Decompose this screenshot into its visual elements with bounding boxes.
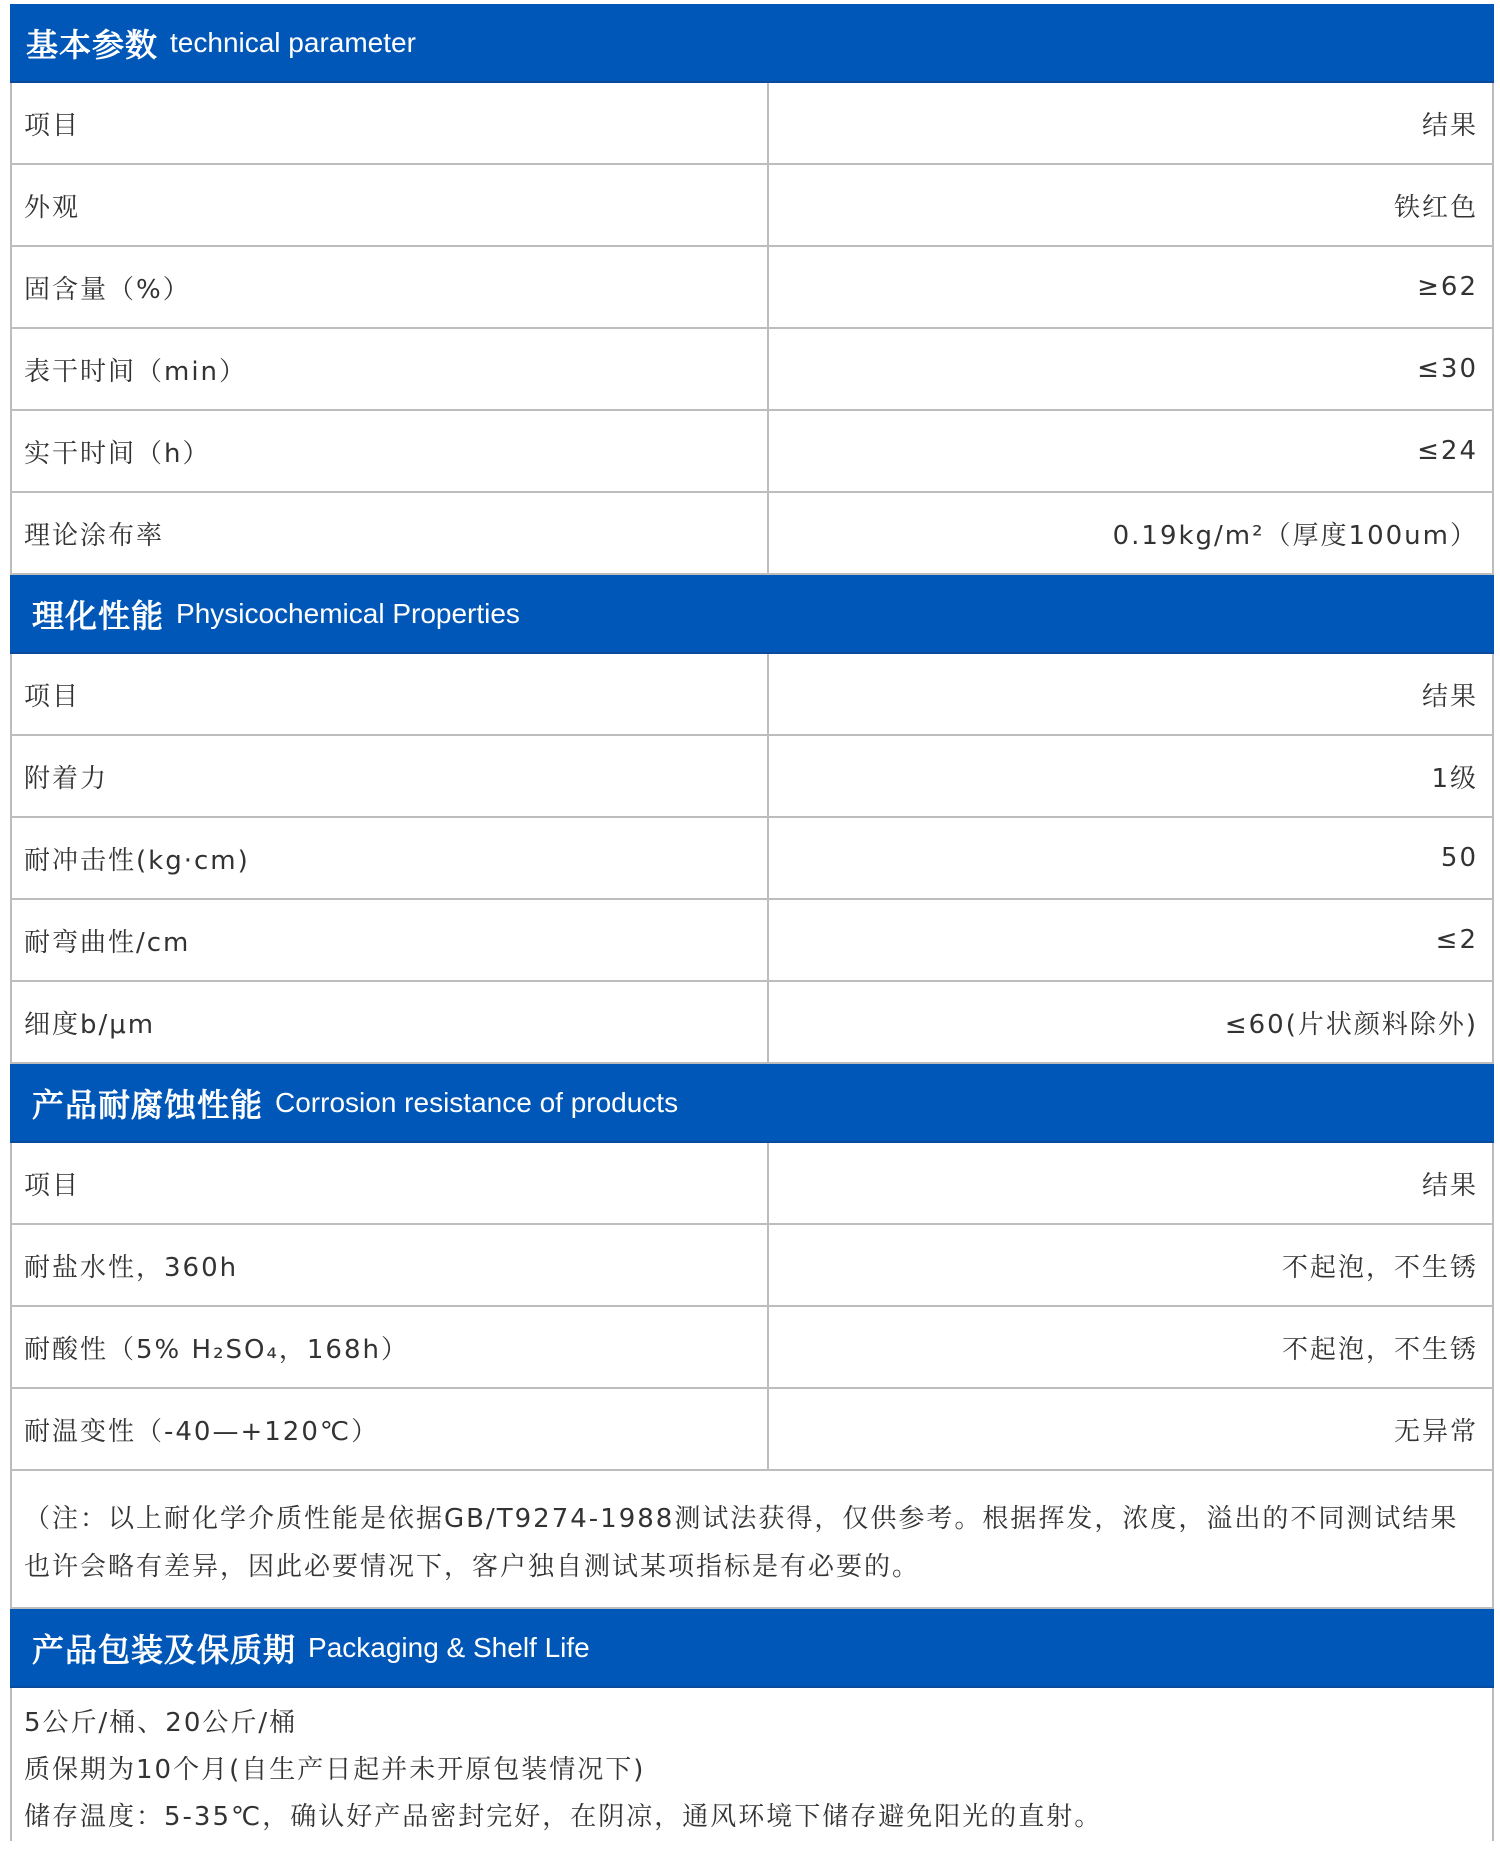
result-cell: 结果: [1421, 681, 1478, 712]
section-title-zh: 理化性能: [32, 596, 165, 635]
section-title-zh: 基本参数: [26, 25, 159, 64]
result-cell: ≤30: [1417, 354, 1478, 384]
result-cell: ≥62: [1417, 272, 1478, 302]
item-cell: 附着力: [12, 736, 769, 816]
section-title-en: Physicochemical Properties: [176, 597, 520, 629]
test-note: （注：以上耐化学介质性能是依据GB/T9274-1988测试法获得，仅供参考。根据挥发，浓度，溢出的不同测试结果也许会略有差异，因此必要情况下，客户独自测试某项指标是有必要的。: [10, 1471, 1494, 1609]
table-row: [10, 1389, 1494, 1471]
table-row: [10, 411, 1494, 493]
shelf-life-line: 质保期为10个月(自生产日起并未开原包装情况下): [24, 1755, 646, 1785]
table-row: [10, 247, 1494, 329]
packaging-line: 5公斤/桶、20公斤/桶: [24, 1708, 298, 1738]
item-cell: 耐盐水性，360h: [12, 1225, 769, 1305]
result-cell: ≤24: [1417, 436, 1478, 466]
item-cell: 理论涂布率: [12, 493, 769, 573]
table-row: [10, 329, 1494, 411]
item-cell: 外观: [12, 165, 769, 245]
table-corrosion-resistance: [10, 1143, 1494, 1471]
section-header-physicochemical: [10, 575, 1494, 654]
item-cell: 耐弯曲性/cm: [12, 900, 769, 980]
section-title-en: technical parameter: [170, 26, 416, 58]
item-cell: 耐温变性（-40—+120℃）: [12, 1389, 769, 1469]
section-title-zh: 产品耐腐蚀性能: [32, 1085, 264, 1124]
table-row: [10, 1143, 1494, 1225]
result-cell: 铁红色: [1393, 192, 1478, 223]
table-row: [10, 982, 1494, 1064]
spec-sheet: [10, 4, 1494, 1841]
item-cell: 实干时间（h）: [12, 411, 769, 491]
result-cell: 0.19kg/m²（厚度100um）: [1112, 520, 1478, 551]
table-row: [10, 736, 1494, 818]
table-row: [10, 493, 1494, 575]
table-row: [10, 654, 1494, 736]
result-cell: 结果: [1421, 110, 1478, 141]
result-cell: 不起泡，不生锈: [1281, 1334, 1478, 1365]
result-cell: ≤2: [1435, 925, 1478, 955]
item-cell: 耐酸性（5% H₂SO₄，168h）: [12, 1307, 769, 1387]
item-cell: 耐冲击性(kg·cm): [12, 818, 769, 898]
result-cell: 结果: [1421, 1170, 1478, 1201]
section-title-en: Packaging & Shelf Life: [308, 1631, 590, 1663]
item-cell: 表干时间（min）: [12, 329, 769, 409]
section-header-corrosion-resistance: [10, 1064, 1494, 1143]
section-header-technical-parameter: [10, 4, 1494, 83]
table-row: [10, 1307, 1494, 1389]
result-cell: 1级: [1431, 763, 1478, 794]
result-cell: ≤60(片状颜料除外): [1224, 1009, 1478, 1040]
section-header-packaging: [10, 1609, 1494, 1688]
packaging-info: [10, 1688, 1494, 1841]
result-cell: 不起泡，不生锈: [1281, 1252, 1478, 1283]
table-row: [10, 900, 1494, 982]
section-title-zh: 产品包装及保质期: [32, 1630, 297, 1669]
item-cell: 固含量（%）: [12, 247, 769, 327]
result-cell: 50: [1440, 843, 1478, 873]
result-cell: 无异常: [1393, 1416, 1478, 1447]
table-row: [10, 165, 1494, 247]
table-row: [10, 818, 1494, 900]
item-cell: 项目: [12, 654, 769, 734]
storage-line: 储存温度：5-35℃，确认好产品密封完好，在阴凉，通风环境下储存避免阳光的直射。: [24, 1802, 1103, 1832]
table-physicochemical: [10, 654, 1494, 1064]
item-cell: 细度b/μm: [12, 982, 769, 1062]
item-cell: 项目: [12, 83, 769, 163]
section-title-en: Corrosion resistance of products: [275, 1086, 679, 1118]
table-row: [10, 83, 1494, 165]
table-technical-parameter: [10, 83, 1494, 575]
item-cell: 项目: [12, 1143, 769, 1223]
table-row: [10, 1225, 1494, 1307]
